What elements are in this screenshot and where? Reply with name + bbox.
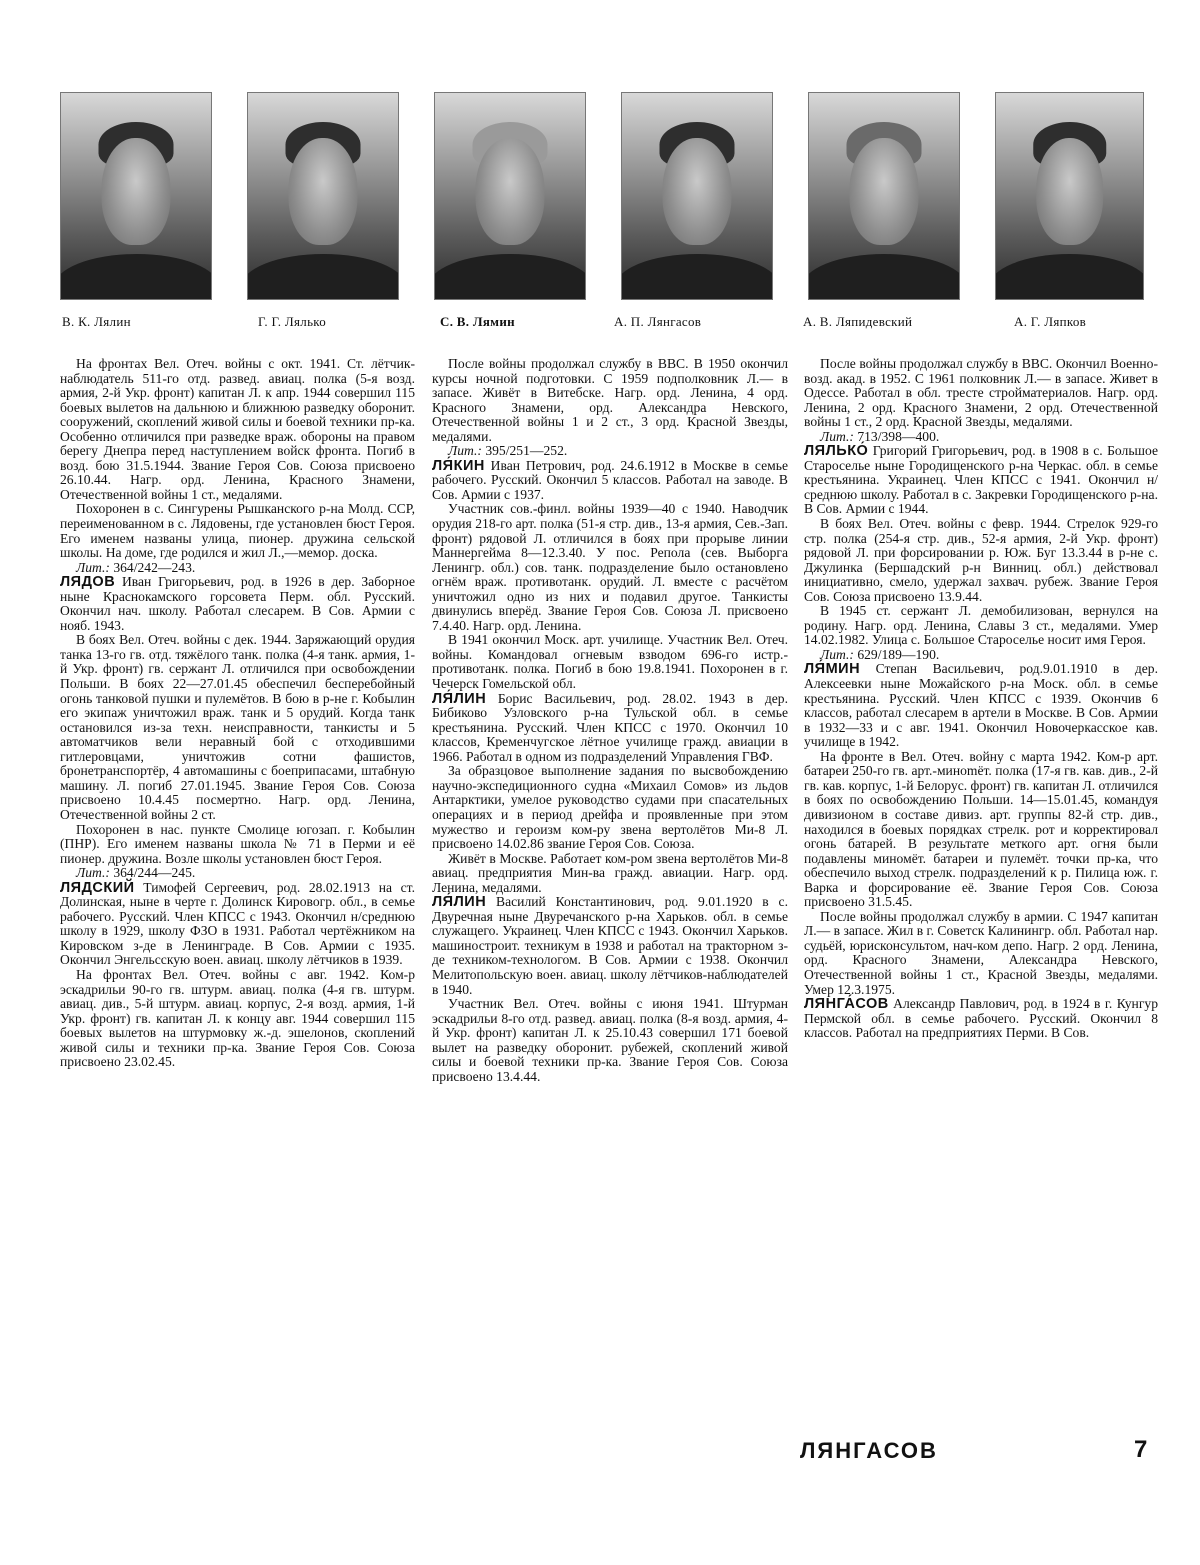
entry-headword: ЛЯ́МИН xyxy=(804,661,861,678)
body-paragraph xyxy=(60,561,415,576)
entry-headword: ЛЯ́ЛИН xyxy=(432,894,487,911)
portrait-photo-lyamin xyxy=(434,92,586,300)
page-number: 7 xyxy=(1134,1436,1148,1463)
entry-headword: ЛЯ́ЛИН xyxy=(432,690,487,707)
paragraph-text: В боях Вел. Отеч. войны с дек. 1944. Заряжающий орудия танка 13-го гв. отд. тяжёлого танк. полка (4-я танк. армия, 1-й Укр. фронт) гв. сержант Л. отличился при освобождении Польши. В боях 22—27.01.45 обеспечил бесперебойный огонь танковой пушки и пулемётов. В бою в р-не г. Кобылин его экипаж уничтожил враж. танк и 5 орудий. Когда танк остановился из-за техн. неисправности, танкисты и 5 автоматчиков вели неравный бой с отходившими гитлеровцами, уничтожив сотни фашистов, бронетранспортёр, 4 автомашины с боеприпасами, штабную машину. Л. погиб 27.01.1945. Звание Героя Сов. Союза присвоено 10.4.45 посмертно. Нагр. орд. Ленина, Отечественной войны 2 ст. xyxy=(60,632,415,822)
paragraph-text: 395/251—252. xyxy=(481,443,568,459)
paragraph-text: В 1945 ст. сержант Л. демобилизован, вернулся на родину. Нагр. орд. Ленина, Славы 3 ст., медалями. Умер 14.02.1982. Улица с. Большое Староселье носит имя Героя. xyxy=(804,603,1158,648)
literature-label: Лит.: xyxy=(820,428,854,444)
paragraph-text: На фронте в Вел. Отеч. войну с марта 1942. Ком-р арт. батареи 250-го гв. арт.-минomёт. полка (17-я гв. кав. див., 2-й гв. кав. корпус, 1-й Белорус. фронт) гв. капитан Л. отличился в боях по освобождению Польши. 14—15.01.45, командуя дивизионом в составе дивиз. арт. группы 82-й стр. див., находился в боевых порядках стрелк. рот и корректировал огонь батарей. В результате меткого арт. огня были подавлены миномёт. батареи и пулемёт. точки пр-ка, что обеспечило выход стрелк. подразделений к р. Пилица юж. г. Варка и форсирование её. Звание Героя Сов. Союза присвоено 31.5.45. xyxy=(804,748,1158,910)
paragraph-text: Иван Петрович, род. 24.6.1912 в Москве в семье рабочего. Русский. Окончил 5 классов. Работал на заводе. В Сов. Армии с 1937. xyxy=(432,457,788,502)
paragraph-text: На фронтах Вел. Отеч. войны с окт. 1941. Ст. лётчик-наблюдатель 511-го отд. развед. авиац. полка (5-я возд. армия, 2-й Укр. фронт) капитан Л. к апр. 1944 совершил 115 боевых вылетов на дальнюю и ближнюю разведку оборонит. сооружений, скоплений живой силы и боевой техники пр-ка. Особенно отличился при разведке враж. обороны на правом берегу Днепра перед наступлением войск фронта. Погиб в возд. бою 31.5.1944. Звание Героя Сов. Союза присвоено 26.10.44. Нагр. орд. Ленина, Красного Знамени, Отечественной войны 1 ст., медалями. xyxy=(60,356,415,502)
paragraph-text: Борис Васильевич, род. 28.02. 1943 в дер. Бибиково Узловского р-на Тульской обл. в семье крестьянина. Русский. Член КПСС с 1970. Окончил 10 классов, Кременчугское лётное училище гражд. авиации в 1966. Работал в одном из подразделений Управления ГВФ. xyxy=(432,690,788,764)
paragraph-text: Тимофей Сергеевич, род. 28.02.1913 на ст. Долинская, ныне в черте г. Долинск Кировогр. обл., в семье рабочего. Русский. Член КПСС с 1943. Окончил н/среднюю школу в 1929, школу ФЗО в 1931. Работал чертёжником на Кировском з-де в Ленинграде. В Сов. Армии с 1935. Окончил Энгельсскую воен. авиац. школу лётчиков в 1939. xyxy=(60,879,415,968)
paragraph-text: После войны продолжал службу в ВВС. Окончил Военно-возд. акад. в 1952. С 1961 полковник Л.— в запасе. Живет в Одессе. Работал в обл. тресте стройматериалов. Нагр. орд. Ленина, 2 орд. Красного Знамени, 2 орд. Отечественной войны 1 ст., 2 орд. Красной Звезды, медалями. xyxy=(804,356,1158,430)
paragraph-text: Участник Вел. Отеч. войны с июня 1941. Штурман эскадрильи 8-го отд. развед. авиац. полка (8-я возд. армия, 4-й Укр. фронт) капитан Л. к 25.10.43 совершил 171 боевой вылет на разведку оборонит. рубежей, скоплений живой силы и боевой техники пр-ка. Звание Героя Сов. Союза присвоено 13.4.44. xyxy=(432,996,788,1084)
body-paragraph xyxy=(432,997,788,1084)
body-paragraph xyxy=(804,604,1158,648)
paragraph-text: Похоронен в с. Сингурены Рышканского р-на Молд. ССР, переименованном в с. Лядовены, где установлен бюст Героя. Его именем названы улица, пионер. дружина сельской школы. На доме, где родился и жил Л.,—мемор. доска. xyxy=(60,501,415,561)
paragraph-text: 364/244—245. xyxy=(109,865,196,881)
photo-caption: А. П. Лянгасов xyxy=(614,314,702,329)
photo-caption: А. Г. Ляпков xyxy=(1014,314,1087,329)
body-paragraph xyxy=(60,866,415,881)
paragraph-text: 364/242—243. xyxy=(109,559,196,575)
entry-headword: ЛЯДОВ xyxy=(60,574,116,591)
entry-paragraph xyxy=(804,997,1158,1041)
body-paragraph xyxy=(804,750,1158,910)
entry-paragraph xyxy=(804,444,1158,517)
paragraph-text: За образцовое выполнение задания по высвобождению научно-экспедиционного судна «Михаил Сомов» из льдов Антарктики, умелое руководство судами при спасательных операциях и в период дрейфа и проявленные при этом мужество и героизм ком-ру звена вертолётов Ми-8 Л. присвоено 14.02.86 звание Героя Сов. Союза. xyxy=(432,763,788,852)
paragraph-text: Иван Григорьевич, род. в 1926 в дер. Заборное ныне Краснокамского горсовета Перм. обл. Русский. Окончил нач. школу. Работал слесарем. В Сов. Армии с нояб. 1943. xyxy=(60,574,415,633)
body-paragraph xyxy=(60,633,415,822)
body-paragraph xyxy=(60,502,415,560)
entry-headword: ЛЯДСКИЙ xyxy=(60,879,135,896)
paragraph-text: Участник сов.-финл. войны 1939—40 с 1940. Наводчик орудия 218-го арт. полка (51-я стр. див., 13-я армия, Сев.-Зап. фронт) рядовой Л. отличился в боях при прорыве линии Маннергейма 8—12.3.40. У пос. Репола (сев. Выборга Ленингр. обл.) сов. танк. подразделение было остановлено огнём враж. противотанк. орудий. Л. вместе с расчётом уничтожил одно из них и подавил другое. Танкисты двинулись вперёд. Звание Героя Сов. Союза Л. присвоено 7.4.40. Нагр. орд. Ленина. xyxy=(432,501,788,633)
portrait-photo-lyangasov xyxy=(621,92,773,300)
text-column-2 xyxy=(432,357,788,1084)
literature-label: Лит.: xyxy=(76,559,110,575)
paragraph-text: 629/189—190. xyxy=(853,646,940,662)
body-paragraph xyxy=(804,357,1158,430)
body-paragraph xyxy=(432,502,788,633)
entry-headword: ЛЯЛЬКО́ xyxy=(804,443,869,460)
paragraph-text: После войны продолжал службу в армии. С 1947 капитан Л.— в запасе. Жил в г. Советск Калинингр. обл. Работал нар. судьёй, юрисконсультом, нач-ком депо. Нагр. 2 орд. Ленина, орд. Красного Знамени, Александра Невского, Отечественной войны 1 ст., Красной Звезды, медалями. Умер 12.3.1975. xyxy=(804,908,1158,997)
body-paragraph xyxy=(60,357,415,502)
paragraph-text: На фронтах Вел. Отеч. войны с авг. 1942. Ком-р эскадрильи 90-го гв. штурм. авиац. полка (4-я гв. штурм. авиац. див., 5-й штурм. авиац. корпус, 2-я возд. армия, 1-й Укр. фронт) гв. капитан Л. к концу авг. 1944 совершил 115 боевых вылетов на штурмовку ж.-д. эшелонов, скоплений живой силы и техники пр-ка. Звание Героя Сов. Союза присвоено 23.02.45. xyxy=(60,966,415,1070)
body-paragraph xyxy=(432,633,788,691)
portrait-photo-lyapidevsky xyxy=(808,92,960,300)
body-paragraph xyxy=(432,444,788,459)
body-paragraph xyxy=(432,357,788,444)
photo-caption: В. К. Лялин xyxy=(62,314,131,329)
portrait-photo-lyalko xyxy=(247,92,399,300)
photo-caption: С. В. Лямин xyxy=(440,314,515,329)
entry-paragraph xyxy=(432,459,788,503)
portrait-photo-lyalin-vk xyxy=(60,92,212,300)
paragraph-text: Степан Васильевич, род.9.01.1910 в дер. Алексеевки ныне Можайского р-на Моск. обл. в семье крестьянина. Русский. Член КПСС с 1939. Окончив 6 классов, работал слесарем в артели в Москве. В Сов. Армии в 1932—33 и с авг. 1941. Окончил Новочеркасское кав. училище в 1942. xyxy=(804,661,1158,750)
body-paragraph xyxy=(804,517,1158,604)
paragraph-text: Живёт в Москве. Работает ком-ром звена вертолётов Ми-8 авиац. предприятия Мин-ва гражд. авиации. Нагр. орд. Ленина, медалями. xyxy=(432,850,788,895)
entry-paragraph xyxy=(432,895,788,997)
literature-label: Лит.: xyxy=(76,865,110,881)
photo-caption: Г. Г. Лялько xyxy=(258,314,327,329)
body-paragraph xyxy=(432,764,788,851)
entry-paragraph xyxy=(60,575,415,633)
paragraph-text: В 1941 окончил Моск. арт. училище. Участник Вел. Отеч. войны. Командовал огневым взводом 696-го истр.-противотанк. полка. Погиб в бою 19.8.1941. Похоронен в г. Чечерск Гомельской обл. xyxy=(432,632,788,692)
paragraph-text: 713/398—400. xyxy=(853,428,940,444)
photo-caption: А. В. Ляпидевский xyxy=(803,314,913,329)
entry-paragraph xyxy=(804,662,1158,749)
photo-strip xyxy=(0,92,1200,307)
text-column-3 xyxy=(804,357,1158,1041)
body-paragraph xyxy=(60,823,415,867)
paragraph-text: В боях Вел. Отеч. войны с февр. 1944. Стрелок 929-го стр. полка (254-я стр. див., 52-я армия, 2-й Укр. фронт) рядовой Л. при форсировании р. Юж. Буг 13.3.44 в р-не с. Джулинка (Бершадский р-н Винниц. обл.) действовал инициативно, смело, удержал захвач. рубеж. Звание Героя Сов. Союза присвоено 13.9.44. xyxy=(804,516,1158,604)
literature-label: Лит.: xyxy=(820,646,854,662)
literature-label: Лит.: xyxy=(448,443,482,459)
entry-paragraph xyxy=(60,881,415,968)
paragraph-text: Василий Константинович, род. 9.01.1920 в с. Двуречная ныне Двуречанского р-на Харьков. обл. в семье служащего. Украинец. Член КПСС с 1943. Окончил Харьков. машиностроит. техникум в 1938 и работал на тракторном з-де техником-технологом. В Сов. Армии с 1938. Окончил Мелитопольскую воен. авиац. школу лётчиков-наблюдателей в 1940. xyxy=(432,894,788,997)
body-paragraph xyxy=(432,852,788,896)
entry-headword: ЛЯНГА́СОВ xyxy=(804,996,889,1013)
entry-headword: ЛЯ́КИН xyxy=(432,457,485,474)
body-paragraph xyxy=(60,968,415,1070)
paragraph-text: Григорий Григорьевич, род. в 1908 в с. Большое Староселье ныне Городищенского р-на Черкас. обл. в семье крестьянина. Украинец. Член КПСС с 1941. Окончил н/среднюю школу. Работал в с. Закревки Городищенского р-на. В Сов. Армии с 1944. xyxy=(804,443,1158,517)
text-column-1 xyxy=(60,357,415,1070)
body-paragraph xyxy=(804,910,1158,997)
portrait-photo-lyapkov xyxy=(995,92,1144,300)
paragraph-text: Похоронен в нас. пункте Смолице югозап. г. Кобылин (ПНР). Его именем названы школа № 71 в Перми и её пионер. дружина. Возле школы установлен бюст Героя. xyxy=(60,821,415,866)
paragraph-text: После войны продолжал службу в ВВС. В 1950 окончил курсы ночной подготовки. С 1959 подполковник Л.— в запасе. Живёт в Витебске. Нагр. орд. Ленина, 4 орд. Красного Знамени, орд. Александра Невского, Отечественной войны 1 и 2 ст., 3 орд. Красной Звезды, медалями. xyxy=(432,356,788,444)
running-head: ЛЯНГАСОВ xyxy=(800,1438,938,1463)
paragraph-text: Александр Павлович, род. в 1924 в г. Кунгур Пермской обл. в семье рабочего. Русский. Окончил 8 классов. Работал на предприятиях Перми. В Сов. xyxy=(804,996,1158,1041)
entry-paragraph xyxy=(432,692,788,765)
